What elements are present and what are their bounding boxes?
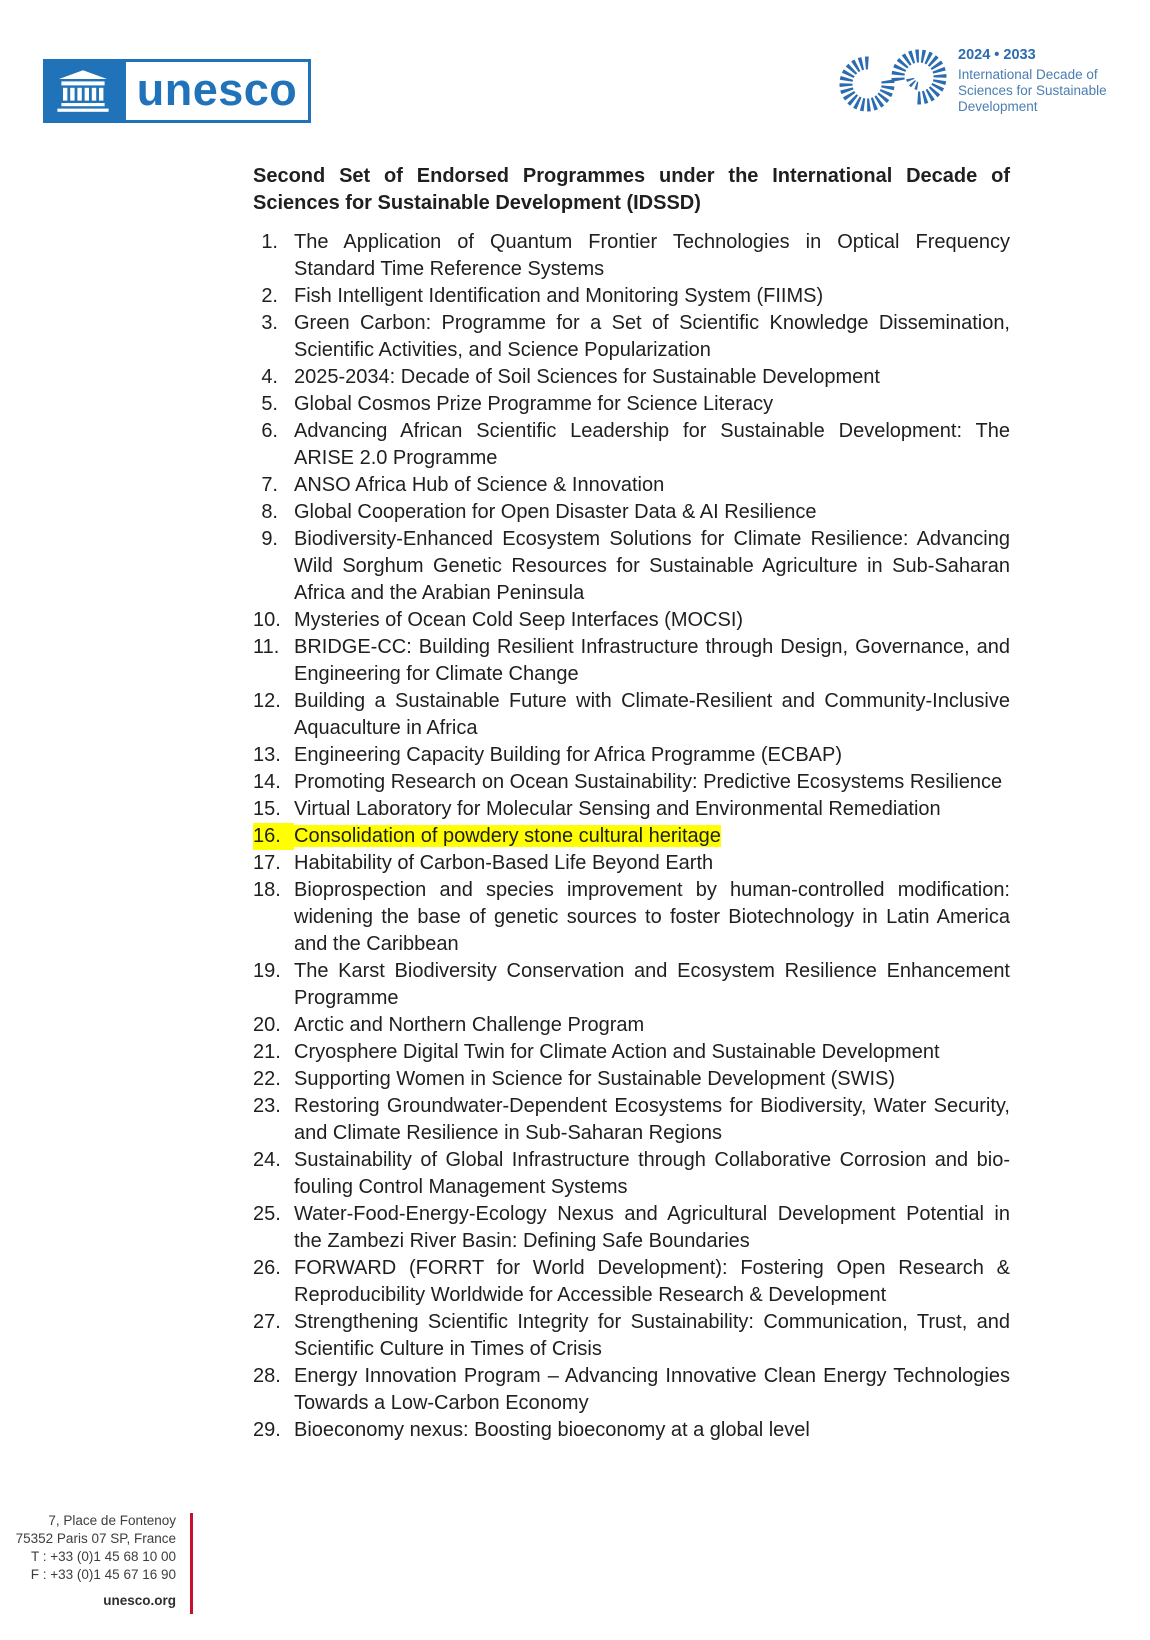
- programme-number: 9.: [261, 528, 278, 550]
- programme-list: [253, 229, 1010, 1444]
- programme-number: 13.: [253, 744, 281, 766]
- programme-item: [253, 823, 1010, 850]
- programme-number: 19.: [253, 960, 281, 982]
- programme-item: [253, 607, 1010, 634]
- programme-item: [253, 1066, 1010, 1093]
- programme-item: [253, 364, 1010, 391]
- programme-text: ANSO Africa Hub of Science & Innovation: [294, 474, 665, 496]
- programme-number: 28.: [253, 1365, 281, 1387]
- programme-number: 6.: [261, 420, 278, 442]
- programme-item: [253, 283, 1010, 310]
- programme-text: Bioeconomy nexus: Boosting bioeconomy at a global level: [294, 1419, 810, 1441]
- programme-number: 27.: [253, 1311, 281, 1333]
- unesco-wordmark: unesco: [136, 63, 298, 115]
- idssd-name-line-3: Development: [958, 99, 1038, 114]
- programme-number: 4.: [261, 366, 278, 388]
- programme-text: Advancing African Scientific Leadership for Sustainable Development: The ARISE 2.0 Programme: [294, 420, 1010, 469]
- programme-number: 17.: [253, 852, 281, 874]
- programme-number: 22.: [253, 1068, 281, 1090]
- programme-number: 7.: [261, 474, 278, 496]
- programme-item: [253, 1093, 1010, 1147]
- programme-text: Cryosphere Digital Twin for Climate Action and Sustainable Development: [294, 1041, 940, 1063]
- programme-text: Building a Sustainable Future with Climate-Resilient and Community-Inclusive Aquaculture in Africa: [294, 690, 1010, 739]
- programme-item: [253, 742, 1010, 769]
- programme-text: Biodiversity-Enhanced Ecosystem Solutions for Climate Resilience: Advancing Wild Sorghum Genetic Resources for Sustainable Agriculture in Sub-Saharan Africa and the Arabian Peninsula: [294, 528, 1010, 604]
- idssd-decade-icon: [836, 42, 948, 114]
- footer-red-rule: [190, 1513, 193, 1614]
- programme-text: FORWARD (FORRT for World Development): Fostering Open Research & Reproducibility Worldwide for Accessible Research & Development: [294, 1257, 1010, 1306]
- programme-text: Sustainability of Global Infrastructure through Collaborative Corrosion and bio-fouling Control Management Systems: [294, 1149, 1010, 1198]
- programme-number: 29.: [253, 1419, 281, 1441]
- programme-item: [253, 796, 1010, 823]
- programme-item: [253, 769, 1010, 796]
- programme-number: 2.: [261, 285, 278, 307]
- programme-text: The Application of Quantum Frontier Technologies in Optical Frequency Standard Time Reference Systems: [294, 231, 1010, 280]
- programme-number: 10.: [253, 609, 281, 631]
- programme-number: 26.: [253, 1257, 281, 1279]
- programme-item: [253, 526, 1010, 607]
- programme-item: [253, 391, 1010, 418]
- programme-text: Habitability of Carbon-Based Life Beyond Earth: [294, 852, 714, 874]
- programme-number: 18.: [253, 879, 281, 901]
- programme-text: Restoring Groundwater-Dependent Ecosystems for Biodiversity, Water Security, and Climate Resilience in Sub-Saharan Regions: [294, 1095, 1010, 1144]
- programme-item: [253, 1255, 1010, 1309]
- programme-text: Mysteries of Ocean Cold Seep Interfaces (MOCSI): [294, 609, 744, 631]
- unesco-temple-icon: [43, 59, 123, 123]
- programme-number: 14.: [253, 771, 281, 793]
- programme-number: 21.: [253, 1041, 281, 1063]
- programme-text: 2025-2034: Decade of Soil Sciences for Sustainable Development: [294, 366, 880, 388]
- programme-number: 5.: [261, 393, 278, 415]
- programme-number: 1.: [261, 231, 278, 253]
- idssd-name-line-1: International Decade of: [958, 67, 1098, 82]
- programme-item: [253, 1039, 1010, 1066]
- programme-text: Global Cosmos Prize Programme for Science Literacy: [294, 393, 774, 415]
- programme-item: [253, 1012, 1010, 1039]
- programme-item: [253, 418, 1010, 472]
- programme-item: [253, 1201, 1010, 1255]
- programme-text: Energy Innovation Program – Advancing Innovative Clean Energy Technologies Towards a Low-Carbon Economy: [294, 1365, 1010, 1414]
- programme-text: BRIDGE-CC: Building Resilient Infrastructure through Design, Governance, and Engineering for Climate Change: [294, 636, 1010, 685]
- idssd-logo-text: [958, 47, 1148, 115]
- footer-fax-line: F : +33 (0)1 45 67 16 90: [30, 1567, 176, 1582]
- footer-address-block: [0, 1512, 176, 1610]
- programme-text: Engineering Capacity Building for Africa Programme (ECBAP): [294, 744, 843, 766]
- programme-item: [253, 850, 1010, 877]
- programme-text: Global Cooperation for Open Disaster Data & AI Resilience: [294, 501, 817, 523]
- programme-number: 8.: [261, 501, 278, 523]
- footer-phone-line: T : +33 (0)1 45 68 10 00: [31, 1549, 176, 1564]
- programme-text: Virtual Laboratory for Molecular Sensing and Environmental Remediation: [294, 798, 941, 820]
- programme-item: [253, 958, 1010, 1012]
- programme-item: [253, 310, 1010, 364]
- programme-text: The Karst Biodiversity Conservation and Ecosystem Resilience Enhancement Programme: [294, 960, 1010, 1009]
- programme-text: Promoting Research on Ocean Sustainability: Predictive Ecosystems Resilience: [294, 771, 1003, 793]
- unesco-wordmark-box: [123, 59, 311, 123]
- programme-item: [253, 229, 1010, 283]
- programme-text: Consolidation of powdery stone cultural heritage: [294, 825, 721, 847]
- programme-item: [253, 499, 1010, 526]
- idssd-name-line-2: Sciences for Sustainable: [958, 83, 1107, 98]
- programme-text: Supporting Women in Science for Sustainable Development (SWIS): [294, 1068, 896, 1090]
- programme-number: 16.: [253, 823, 294, 850]
- programme-text: Green Carbon: Programme for a Set of Scientific Knowledge Dissemination, Scientific Activities, and Science Popularization: [294, 312, 1010, 361]
- idssd-years: 2024 • 2033: [958, 47, 1036, 63]
- document-title: Second Set of Endorsed Programmes under the International Decade of Sciences for Sustainable Development (IDSSD): [253, 165, 1010, 214]
- programme-item: [253, 634, 1010, 688]
- programme-text: Bioprospection and species improvement by human-controlled modification: widening the base of genetic sources to foster Biotechnology in Latin America and the Caribbean: [294, 879, 1010, 955]
- programme-number: 11.: [253, 636, 280, 658]
- programme-text: Water-Food-Energy-Ecology Nexus and Agricultural Development Potential in the Zambezi River Basin: Defining Safe Boundaries: [294, 1203, 1010, 1252]
- unesco-logo: [43, 59, 311, 123]
- programme-number: 3.: [261, 312, 278, 334]
- programme-item: [253, 877, 1010, 958]
- programme-text: Strengthening Scientific Integrity for Sustainability: Communication, Trust, and Scientific Culture in Times of Crisis: [294, 1311, 1010, 1360]
- programme-number: 25.: [253, 1203, 281, 1225]
- programme-number: 20.: [253, 1014, 281, 1036]
- programme-item: [253, 1417, 1010, 1444]
- programme-number: 12.: [253, 690, 281, 712]
- programme-item: [253, 472, 1010, 499]
- footer-address-line-1: 7, Place de Fontenoy: [48, 1513, 176, 1528]
- programme-item: [253, 1147, 1010, 1201]
- footer-address-line-2: 75352 Paris 07 SP, France: [15, 1531, 176, 1546]
- programme-number: 23.: [253, 1095, 281, 1117]
- programme-number: 15.: [253, 798, 281, 820]
- programme-number: 24.: [253, 1149, 281, 1171]
- programme-text: Arctic and Northern Challenge Program: [294, 1014, 645, 1036]
- programme-text: Fish Intelligent Identification and Monitoring System (FIIMS): [294, 285, 824, 307]
- programme-item: [253, 1363, 1010, 1417]
- programme-item: [253, 688, 1010, 742]
- footer-website: unesco.org: [103, 1593, 176, 1608]
- programme-item: [253, 1309, 1010, 1363]
